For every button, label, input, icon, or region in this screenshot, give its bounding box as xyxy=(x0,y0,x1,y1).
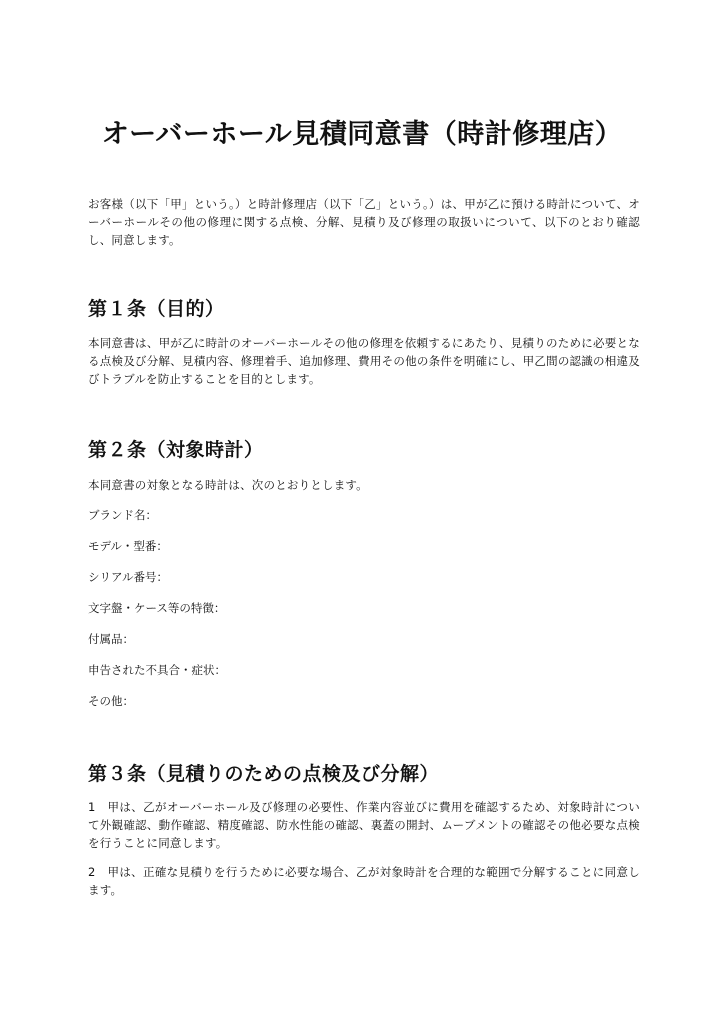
field-other: その他： xyxy=(88,694,134,708)
article3-heading: 第３条（見積りのための点検及び分解） xyxy=(88,763,440,785)
article2-body: 本同意書の対象となる時計は、次のとおりとします。 xyxy=(88,478,368,492)
intro-paragraph: お客様（以下「甲」という。）と時計修理店（以下「乙」という。）は、甲が乙に預ける時計について、オーバーホールその他の修理に関する点検、分解、見積り及び修理の取扱いについて、以下のとおり確認し、同意します。 xyxy=(88,197,640,247)
field-serial: シリアル番号： xyxy=(88,570,169,584)
field-symptoms: 申告された不具合・症状： xyxy=(88,663,226,677)
article3-item2: 2 甲は、正確な見積りを行うために必要な場合、乙が対象時計を合理的な範囲で分解することに同意します。 xyxy=(88,865,640,897)
field-accessories: 付属品： xyxy=(88,632,134,646)
article2-heading: 第２条（対象時計） xyxy=(88,439,264,461)
article3-item1: 1 甲は、乙がオーバーホール及び修理の必要性、作業内容並びに費用を確認するため、対象時計について外観確認、動作確認、精度確認、防水性能の確認、裏蓋の開封、ムーブメントの確認その他必要な点検を行うことに同意します。 xyxy=(88,800,640,850)
field-features: 文字盤・ケース等の特徴： xyxy=(88,601,226,615)
field-model: モデル・型番： xyxy=(88,539,168,553)
article1-heading: 第１条（目的） xyxy=(88,298,225,320)
field-brand: ブランド名： xyxy=(88,508,157,522)
document-title: オーバーホール見積同意書（時計修理店） xyxy=(101,119,623,150)
article1-body: 本同意書は、甲が乙に時計のオーバーホールその他の修理を依頼するにあたり、見積りのために必要となる点検及び分解、見積内容、修理着手、追加修理、費用その他の条件を明確にし、甲乙間の認識の相違及びトラブルを防止することを目的とします。 xyxy=(88,336,640,386)
